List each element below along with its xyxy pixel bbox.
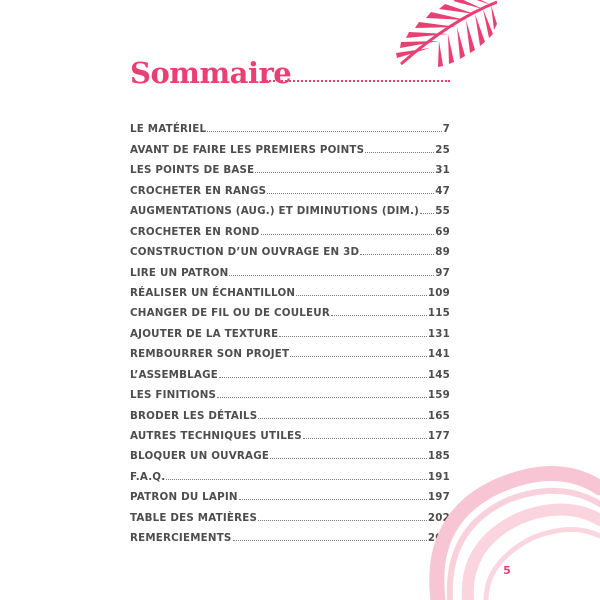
toc-entry-title: AUGMENTATIONS (AUG.) ET DIMINUTIONS (DIM.) [130,205,420,218]
toc-entry [130,319,450,339]
toc-dot-leader [258,520,427,521]
toc-entry-title: CROCHETER EN ROND [130,225,260,238]
toc-entry [130,401,450,421]
toc-dot-leader [360,254,434,255]
toc-dot-leader [219,377,427,378]
toc-entry [130,462,450,482]
toc-dot-leader [207,131,441,132]
toc-entry-title: REMBOURRER SON PROJET [130,348,290,361]
toc-dot-leader [217,397,427,398]
toc-entry-page-number: 97 [435,266,450,279]
toc-entry-page-number: 47 [435,184,450,197]
toc-entry-title: CONSTRUCTION D’UN OUVRAGE EN 3D [130,246,360,259]
toc-dot-leader [270,458,427,459]
toc-entry [130,524,450,544]
toc-entry-title: LES POINTS DE BASE [130,164,255,177]
toc-entry-title: BRODER LES DÉTAILS [130,409,258,422]
toc-entry-page-number: 69 [435,225,450,238]
toc-entry-title: RÉALISER UN ÉCHANTILLON [130,286,296,299]
toc-dot-leader [365,152,434,153]
toc-dot-leader [279,336,427,337]
toc-entry [130,442,450,462]
toc-entry-page-number: 165 [427,409,450,422]
toc-dot-leader [258,418,427,419]
toc-entry-page-number: 115 [427,307,450,320]
toc-entry-title: LE MATÉRIEL [130,123,207,136]
toc-dot-leader [296,295,427,296]
toc-entry-title: CHANGER DE FIL OU DE COULEUR [130,307,330,320]
toc-entry-page-number: 185 [427,450,450,463]
toc-entry-title: LES FINITIONS [130,389,217,402]
toc-entry [130,238,450,258]
toc-entry [130,422,450,442]
toc-dot-leader [166,479,427,480]
toc-dot-leader [331,315,427,316]
toc-entry [130,217,450,237]
toc-entry [130,156,450,176]
page-number: 5 [503,564,511,577]
toc-entry [130,176,450,196]
toc-dot-leader [233,540,427,541]
toc-entry-page-number: 131 [427,327,450,340]
toc-dot-leader [255,172,434,173]
toc-entry-page-number: 204 [427,532,450,545]
toc-entry-title: TABLE DES MATIÈRES [130,511,258,524]
toc-entry-page-number: 109 [427,286,450,299]
toc-entry-title: BLOQUER UN OUVRAGE [130,450,270,463]
pink-swirl-icon [428,458,600,600]
toc-dot-leader [229,275,434,276]
toc-dot-leader [267,193,434,194]
toc-entry-page-number: 89 [435,246,450,259]
toc-entry-title: AUTRES TECHNIQUES UTILES [130,430,302,442]
toc-entry-title: PATRON DU LAPIN [130,491,238,504]
toc-entry [130,258,450,278]
toc-entry-title: REMERCIEMENTS [130,532,232,545]
toc-entry-page-number: 7 [442,123,450,136]
toc-entry-page-number: 177 [427,430,450,442]
toc-entry [130,115,450,135]
toc-entry-title: AJOUTER DE LA TEXTURE [130,327,279,340]
toc-entry [130,503,450,523]
toc-dot-leader [420,213,434,214]
page-title: Sommaire [130,56,292,90]
title-leader [266,80,450,82]
toc-entry [130,483,450,503]
toc-entry [130,381,450,401]
toc-entry [130,360,450,380]
toc-entry-page-number: 25 [435,143,450,156]
toc-entry-page-number: 191 [427,470,450,483]
toc-entry-title: CROCHETER EN RANGS [130,184,267,197]
toc-entry-page-number: 141 [427,348,450,361]
table-of-contents [130,115,450,544]
toc-entry-page-number: 159 [427,389,450,402]
toc-entry-title: F.A.Q. [130,470,166,483]
toc-entry-page-number: 202 [427,511,450,524]
toc-entry-page-number: 197 [427,491,450,504]
toc-entry-title: L’ASSEMBLAGE [130,368,218,381]
toc-entry [130,135,450,155]
toc-entry-title: AVANT DE FAIRE LES PREMIERS POINTS [130,143,365,156]
toc-dot-leader [290,356,427,357]
toc-entry-page-number: 31 [435,164,450,177]
toc-dot-leader [239,499,427,500]
toc-entry [130,299,450,319]
toc-entry [130,340,450,360]
toc-entry-title: LIRE UN PATRON [130,266,229,279]
toc-entry-page-number: 145 [427,368,450,381]
toc-entry [130,197,450,217]
toc-entry [130,279,450,299]
title-row [130,56,450,90]
toc-dot-leader [261,234,435,235]
toc-dot-leader [303,438,427,439]
toc-entry-page-number: 55 [435,205,450,218]
